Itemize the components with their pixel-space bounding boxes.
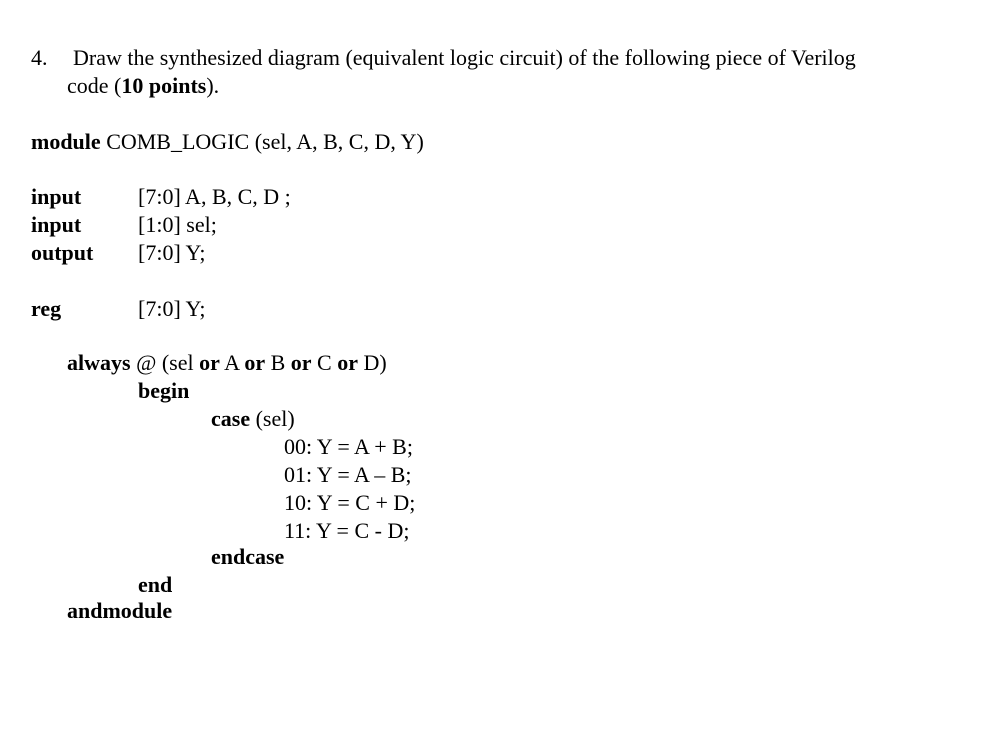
- case-item-00: 00: Y = A + B;: [284, 434, 413, 459]
- decl-text-output: [7:0] Y;: [138, 240, 206, 265]
- decl-keyword-output: output: [31, 240, 94, 265]
- question-text-suffix: ).: [206, 73, 220, 98]
- decl-text-input-2: [1:0] sel;: [138, 212, 217, 237]
- decl-keyword-input-1: input: [31, 184, 82, 209]
- or-keyword-1: or: [199, 350, 220, 375]
- module-keyword: module: [31, 129, 101, 154]
- always-signal-d: D): [358, 350, 387, 375]
- question-text-prefix: code (: [67, 73, 122, 98]
- case-selector: (sel): [250, 406, 295, 431]
- question-number: 4.: [31, 45, 48, 70]
- module-declaration: [31, 128, 424, 156]
- reg-text: [7:0] Y;: [138, 296, 206, 321]
- or-keyword-4: or: [337, 350, 358, 375]
- endcase-keyword: endcase: [211, 544, 285, 569]
- end-keyword: end: [138, 572, 173, 597]
- endmodule-keyword: andmodule: [67, 598, 173, 623]
- case-item-01: 01: Y = A – B;: [284, 462, 412, 487]
- or-keyword-2: or: [244, 350, 266, 375]
- always-keyword: always: [67, 350, 131, 375]
- module-signature: COMB_LOGIC (sel, A, B, C, D, Y): [100, 129, 424, 154]
- or-keyword-3: or: [290, 350, 312, 375]
- question-text-line1: Draw the synthesized diagram (equivalent logic circuit) of the following piece of Verilog: [73, 45, 856, 70]
- case-item-10: 10: Y = C + D;: [284, 490, 416, 515]
- decl-text-input-1: [7:0] A, B, C, D ;: [138, 184, 291, 209]
- decl-keyword-input-2: input: [31, 212, 82, 237]
- case-keyword: case: [211, 406, 251, 431]
- question-text-line2: [67, 72, 219, 100]
- case-item-11: 11: Y = C - D;: [284, 518, 410, 543]
- reg-keyword: reg: [31, 296, 62, 321]
- begin-keyword: begin: [138, 378, 190, 403]
- always-statement: [67, 349, 387, 377]
- case-statement: [211, 405, 295, 433]
- always-signal-c: C: [311, 350, 338, 375]
- always-signal-a: A: [219, 350, 245, 375]
- points-label: 10 points: [121, 73, 207, 98]
- always-signal-b: B: [265, 350, 291, 375]
- always-sensitivity-start: @ (sel: [130, 350, 200, 375]
